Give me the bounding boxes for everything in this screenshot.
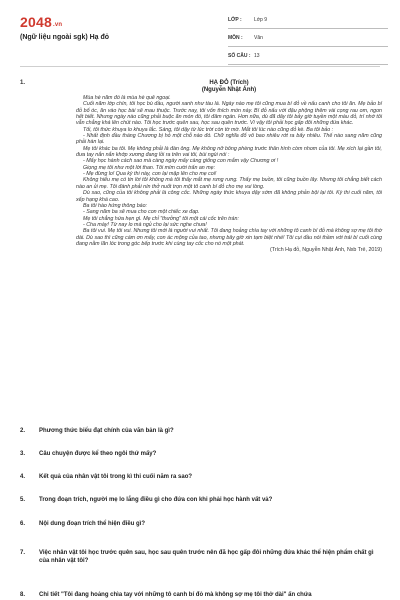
question-number: 2. bbox=[20, 428, 26, 434]
meta-value: Lớp 9 bbox=[254, 17, 268, 23]
site-logo[interactable]: 2048.vn bbox=[20, 14, 63, 30]
question-text: Kết quả của nhân vật tôi trong kì thi cuối năm ra sao? bbox=[39, 474, 193, 480]
meta-question-count bbox=[228, 50, 388, 65]
question-text: Nội dung đoạn trích thể hiện điều gì? bbox=[39, 521, 145, 527]
question-number: 4. bbox=[20, 474, 26, 480]
passage-paragraph: Mẹ tôi khác ba tôi. Mẹ không phải là đàn ông. Mẹ không nỡ bông phèng trước thân hình còm nhom của tôi. Mẹ xích lại gần tôi, đưa tay nắn nắn khớp xương đang lồi ra trên vai tôi, bùi ngùi nói : bbox=[76, 145, 382, 159]
meta-class bbox=[228, 14, 388, 29]
question-number: 1. bbox=[20, 80, 26, 86]
meta-label: LỚP : bbox=[228, 17, 242, 23]
header-divider bbox=[20, 66, 380, 67]
passage-paragraph: Ba tôi vui. Mẹ tôi vui. Nhưng tôi mới là người vui nhất. Tôi đang hoảng chìa tay với những tô canh bí đỏ mà không sợ mẹ tôi thờ dài. Dù sao thì cũng cám ơn mấy, con ác mộng của tao, nhưng bây giờ xin tạm biệt nhé! Tôi cụi đầu nói thầm với trái bí cuối cùng đang nằm lăn lóc trong góc bếp trước khi cùng tay cốc cho nó một phát. bbox=[76, 228, 382, 247]
page-header bbox=[0, 0, 400, 60]
meta-subject bbox=[228, 32, 388, 47]
passage-paragraph: - Sang năm ba sẽ mua cho con một chiếc xe đạp. bbox=[83, 209, 200, 216]
meta-label: SỐ CÂU : bbox=[228, 53, 251, 59]
meta-value: Văn bbox=[254, 35, 263, 41]
passage-paragraph: Tối, tôi thức khuya lo khuya lắc. Sáng, tôi dậy từ lúc trời còn tờ mờ. Mắt tôi lúc nào cũng đỏ kè. Ba tôi bảo : bbox=[83, 126, 334, 133]
passage-paragraph: Cuối năm lớp chín, tôi học bù đầu, người xanh như tàu lá. Ngày nào mẹ tôi cũng mua bí đỏ về nấu canh cho tôi ăn. Mẹ bảo bí đỏ bổ óc, ăn vào học bài sẽ mau thuộc. Trước nay, tôi vốn thích món này. Bí đỏ nấu với đậu phộng thêm vài cọng rau om, ngon hết biết. Nhưng ngày nào cũng phải buộc ăn món đó, tôi đâm ngán. Hơn nữa, dù đã dây tôi bảy giờ tuyền một màu đỏ, trí nhớ tôi vẫn chẳng khá lên chút nào. Tôi học trước quên sau, học sau quên trước. Vì vậy tôi phải học gấp đôi những đứa khác. bbox=[76, 101, 382, 127]
passage-paragraph: - Cha mày! Từ nay lo mà ngủ cho lại sức nghe chưa! bbox=[83, 221, 207, 228]
question-text: Câu chuyện được kể theo ngôi thứ mấy? bbox=[39, 451, 157, 457]
passage-paragraph: Không hiểu mẹ có tin lời tôi không mà tôi thấy mắt mẹ rưng rưng. Thấy mẹ buồn, tôi cũng buồn lây. Nhưng tôi chẳng biết cách nào an ủi mẹ. Tôi đành phải nín thở nuốt trọn một tô canh bí đỏ cho mẹ vui lòng. bbox=[76, 177, 382, 190]
question-number: 7. bbox=[20, 550, 26, 556]
passage-paragraph: Mùa hè năm đó là mùa hè quê ngoại. bbox=[83, 95, 171, 101]
question-text: Trong đoạn trích, người mẹ lo lắng điều gì cho đứa con khi phải học hành vất vả? bbox=[39, 497, 273, 503]
question-number: 3. bbox=[20, 451, 26, 457]
passage-paragraph: Giọng mẹ tôi như một lời than. Tôi mím cười trấn an mẹ: bbox=[83, 164, 216, 171]
document-subtitle: (Ngữ liệu ngoài sgk) Hạ đỏ bbox=[20, 34, 110, 41]
passage-paragraph: Ba tôi hào hứng thông báo: bbox=[83, 202, 148, 209]
logo-suffix: .vn bbox=[52, 22, 63, 28]
passage-paragraph: - Nhất định đầu tháng Chương bị hỏ một chỗ nào đó. Chữ nghĩa đổ vô bao nhiêu rớt ra bấy nhiêu. Thế nào sang năm cũng phải hàn lại. bbox=[76, 133, 382, 146]
passage-paragraph: Dù sao, cũng của tôi không phải là công cốc. Những ngày thức khuya dậy sớm đã không phản bội lại tôi. Kỳ thi cuối năm, tôi xếp hạng khá cao. bbox=[76, 190, 382, 203]
passage-paragraph: - Mẹ đừng lo! Qua kỳ thi này, con lại mập lên cho mẹ coi! bbox=[83, 171, 217, 178]
question-text: Phương thức biểu đạt chính của văn bản là gì? bbox=[39, 428, 174, 434]
passage-source: (Trích Hạ đỏ, Nguyễn Nhật Ánh, Nxb Trẻ, 2019) bbox=[270, 247, 382, 254]
question-text: Việc nhân vật tôi học trước quên sau, học sau quên trước nên đã học gấp đôi những đứa khác thể hiện phẩm chất gì của nhân vật tôi? bbox=[39, 550, 374, 564]
passage-paragraph: Mẹ tôi chẳng hứa hẹn gì. Mẹ chỉ "thưởng" tôi một cái cốc trên trán: bbox=[83, 215, 239, 222]
passage-title: HẠ ĐỎ (Trích) bbox=[209, 80, 249, 86]
question-number: 5. bbox=[20, 497, 26, 503]
meta-value: 13 bbox=[254, 53, 260, 59]
question-number: 8. bbox=[20, 592, 26, 598]
passage-paragraph: - Mấy học hành cách sao mà càng ngày mấy càng giống con mắm vậy Chương ơi ! bbox=[83, 158, 279, 165]
document-meta bbox=[228, 14, 388, 68]
question-text: Chỉ tiết "Tôi đang hoảng chìa tay với những tô canh bí đỏ mà không sợ mẹ tôi thở dài" ấn chứa bbox=[39, 592, 312, 598]
question-number: 6. bbox=[20, 521, 26, 527]
meta-label: MÔN : bbox=[228, 35, 243, 41]
passage-body bbox=[76, 95, 382, 254]
passage-author: (Nguyễn Nhật Ánh) bbox=[201, 87, 257, 93]
